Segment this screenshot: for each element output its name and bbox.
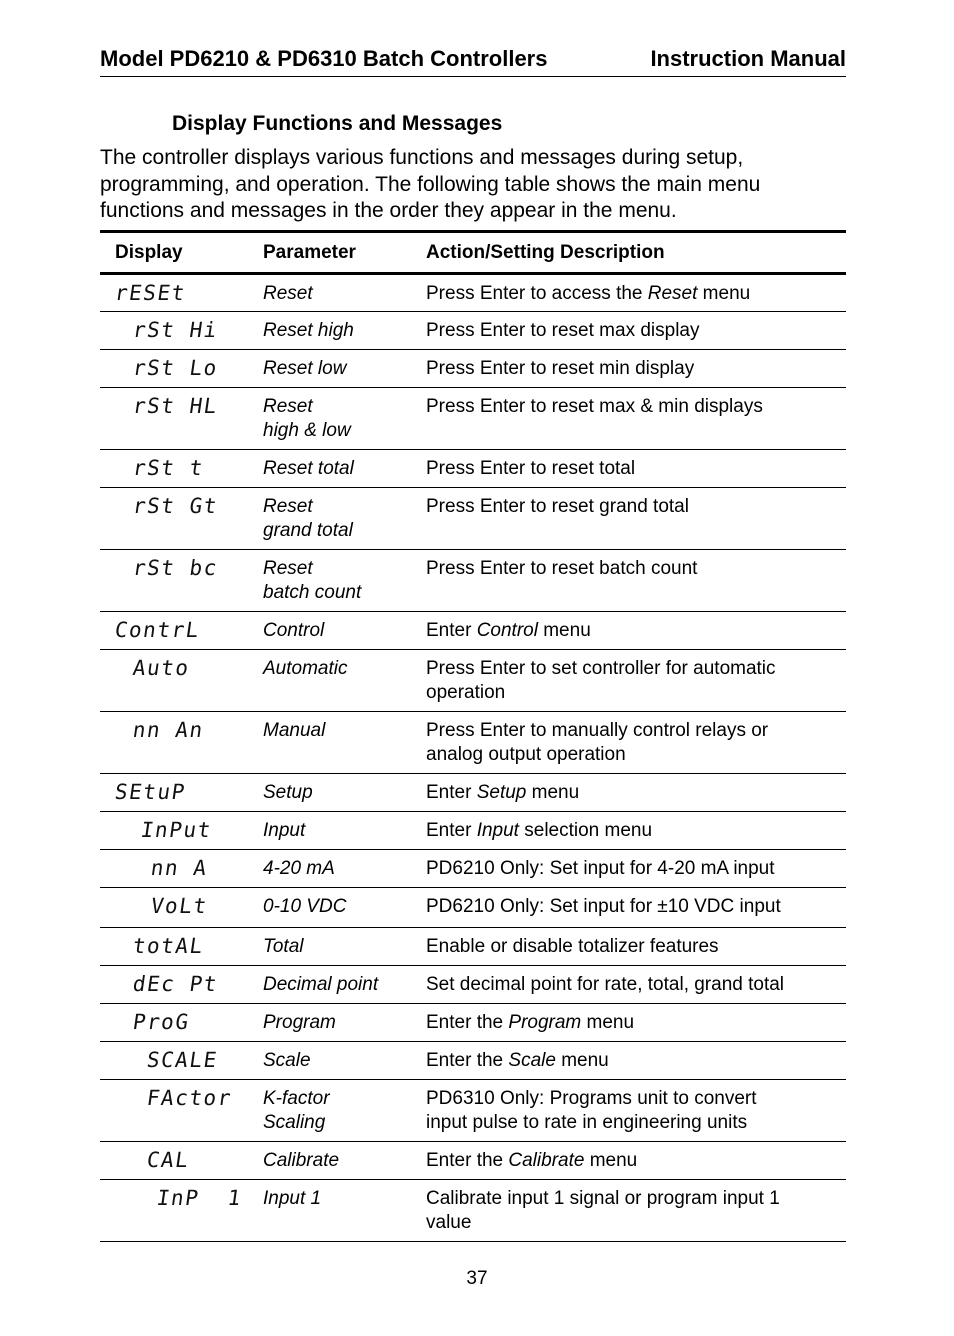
description-cell: Enter the Scale menu (426, 1042, 846, 1080)
lcd-text: SEtuP (113, 780, 188, 804)
parameter-cell: Reset total (263, 450, 426, 488)
description-cell: Calibrate input 1 signal or program input 1 value (426, 1180, 846, 1242)
description-cell: Press Enter to reset batch count (426, 550, 846, 612)
display-cell (100, 274, 263, 312)
description-cell: Enter Setup menu (426, 774, 846, 812)
parameter-cell: Reset batch count (263, 550, 426, 612)
page-number: 37 (466, 1268, 488, 1289)
display-cell (100, 612, 263, 650)
display-cell (100, 1042, 263, 1080)
lcd-text: rSt bc (131, 556, 220, 580)
parameter-cell: Total (263, 928, 426, 966)
description-cell: PD6310 Only: Programs unit to convert input pulse to rate in engineering units (426, 1080, 846, 1142)
table-row (100, 1004, 846, 1042)
table-row (100, 774, 846, 812)
parameter-cell: Reset low (263, 350, 426, 388)
header-description: Action/Setting Description (426, 232, 846, 274)
display-cell (100, 888, 263, 928)
parameter-cell: Reset high (263, 312, 426, 350)
table-row (100, 712, 846, 774)
lcd-text: ProG (131, 1010, 192, 1034)
description-cell: Press Enter to access the Reset menu (426, 274, 846, 312)
display-cell (100, 550, 263, 612)
lcd-text: rSt HL (131, 394, 220, 418)
lcd-text: rESEt (113, 281, 188, 305)
page-header (100, 46, 846, 77)
section-title: Display Functions and Messages (172, 112, 503, 135)
description-cell: Enable or disable totalizer features (426, 928, 846, 966)
table-row (100, 850, 846, 888)
table-row (100, 450, 846, 488)
parameter-cell: 0-10 VDC (263, 888, 426, 928)
header-title: Model PD6210 & PD6310 Batch Controllers (100, 46, 548, 71)
lcd-text: totAL (131, 934, 206, 958)
lcd-text: rSt t (131, 456, 206, 480)
display-cell (100, 712, 263, 774)
display-cell (100, 774, 263, 812)
table-row (100, 312, 846, 350)
display-cell (100, 1004, 263, 1042)
header-display: Display (100, 232, 263, 274)
display-cell (100, 350, 263, 388)
display-cell (100, 1080, 263, 1142)
table-row (100, 966, 846, 1004)
table-header-row (100, 232, 846, 274)
display-cell (100, 1180, 263, 1242)
description-cell: Set decimal point for rate, total, grand total (426, 966, 846, 1004)
lcd-text: CAL (145, 1148, 192, 1172)
table-row (100, 612, 846, 650)
parameter-cell: Setup (263, 774, 426, 812)
parameter-cell: 4-20 mA (263, 850, 426, 888)
parameter-cell: Reset grand total (263, 488, 426, 550)
parameter-cell: Manual (263, 712, 426, 774)
description-cell: Enter the Program menu (426, 1004, 846, 1042)
lcd-text: ContrL (113, 618, 202, 642)
parameter-cell: Calibrate (263, 1142, 426, 1180)
intro-paragraph (100, 145, 846, 225)
description-cell: Press Enter to manually control relays or analog output operation (426, 712, 846, 774)
description-cell: Press Enter to set controller for automatic operation (426, 650, 846, 712)
display-cell (100, 312, 263, 350)
table-row (100, 388, 846, 450)
display-cell (100, 1142, 263, 1180)
lcd-text: rSt Gt (131, 494, 220, 518)
table-row (100, 812, 846, 850)
lcd-text: FActor (145, 1086, 234, 1110)
display-functions-table (100, 230, 846, 1242)
parameter-cell: Scale (263, 1042, 426, 1080)
intro-line: functions and messages in the order they appear in the menu. (100, 199, 677, 222)
parameter-cell: K-factor Scaling (263, 1080, 426, 1142)
description-cell: Enter the Calibrate menu (426, 1142, 846, 1180)
parameter-cell: Automatic (263, 650, 426, 712)
description-cell: Enter Control menu (426, 612, 846, 650)
table-row (100, 1180, 846, 1242)
parameter-cell: Reset high & low (263, 388, 426, 450)
display-cell (100, 812, 263, 850)
description-cell: Press Enter to reset min display (426, 350, 846, 388)
header-parameter: Parameter (263, 232, 426, 274)
description-cell: Press Enter to reset grand total (426, 488, 846, 550)
lcd-text: InP 1 (155, 1186, 244, 1210)
description-cell: Press Enter to reset max display (426, 312, 846, 350)
display-cell (100, 650, 263, 712)
lcd-text: dEc Pt (131, 972, 220, 996)
display-cell (100, 850, 263, 888)
table-row (100, 1080, 846, 1142)
table-row (100, 274, 846, 312)
description-cell: Press Enter to reset total (426, 450, 846, 488)
table-row (100, 650, 846, 712)
display-cell (100, 928, 263, 966)
description-cell: Enter Input selection menu (426, 812, 846, 850)
parameter-cell: Reset (263, 274, 426, 312)
parameter-cell: Decimal point (263, 966, 426, 1004)
lcd-text: nn A (149, 856, 210, 880)
display-cell (100, 450, 263, 488)
description-cell: PD6210 Only: Set input for ±10 VDC input (426, 888, 846, 928)
parameter-cell: Input 1 (263, 1180, 426, 1242)
table-row (100, 350, 846, 388)
display-cell (100, 488, 263, 550)
parameter-cell: Input (263, 812, 426, 850)
intro-line: programming, and operation. The following table shows the main menu (100, 172, 761, 196)
description-cell: PD6210 Only: Set input for 4-20 mA input (426, 850, 846, 888)
intro-line: The controller displays various functions and messages during setup, (100, 146, 744, 169)
parameter-cell: Program (263, 1004, 426, 1042)
table-row (100, 1042, 846, 1080)
table-row (100, 1142, 846, 1180)
table-row (100, 488, 846, 550)
parameter-cell: Control (263, 612, 426, 650)
lcd-text: rSt Hi (131, 318, 220, 342)
table-row (100, 550, 846, 612)
display-cell (100, 966, 263, 1004)
lcd-text: SCALE (145, 1048, 220, 1072)
description-cell: Press Enter to reset max & min displays (426, 388, 846, 450)
header-doc-type: Instruction Manual (650, 46, 846, 71)
table-row (100, 928, 846, 966)
display-cell (100, 388, 263, 450)
lcd-text: nn An (131, 718, 206, 742)
table-row (100, 888, 846, 928)
lcd-text: InPut (139, 818, 214, 842)
lcd-text: VoLt (149, 894, 210, 918)
lcd-text: Auto (131, 656, 192, 680)
lcd-text: rSt Lo (131, 356, 220, 380)
